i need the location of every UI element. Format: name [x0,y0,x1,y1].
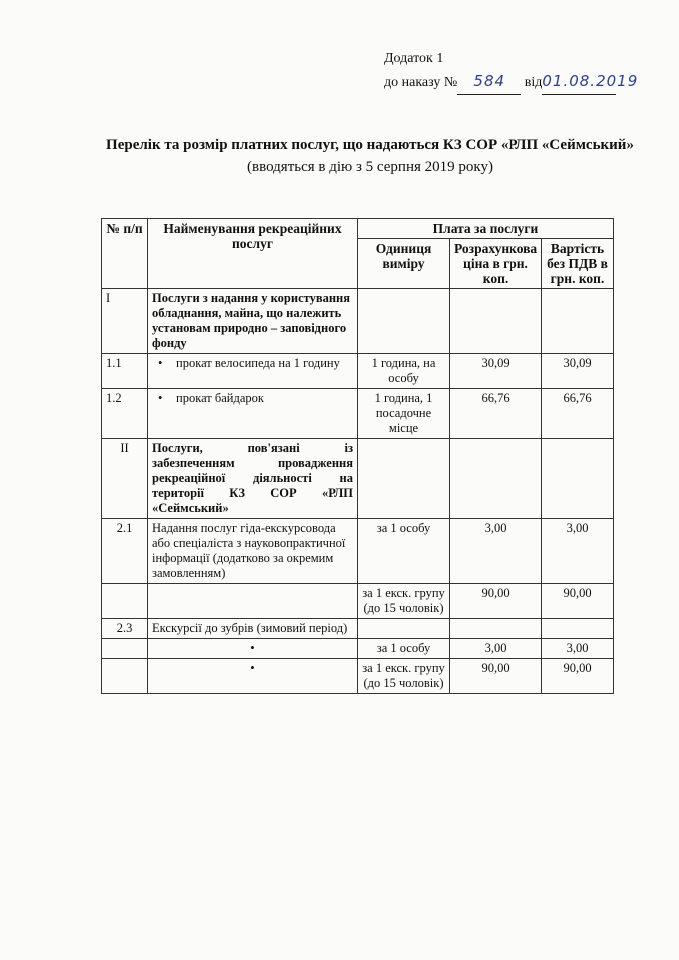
table-row [102,289,614,354]
cell-price: 3,00 [450,519,542,584]
cell-name: Екскурсії до зубрів (зимовий період) [148,619,358,639]
appendix-block [384,48,639,95]
header-payment: Плата за послуги [358,219,614,239]
order-number-field [457,70,521,95]
cell-cost: 90,00 [542,659,614,694]
cell-num: 1.1 [102,354,148,389]
services-table [101,218,614,694]
cell-num: I [102,289,148,354]
table-row [102,584,614,619]
cell-price [450,439,542,519]
cell-unit: за 1 особу [358,519,450,584]
cell-unit [358,619,450,639]
order-date: 01.08.2019 [542,72,639,90]
cell-num: 1.2 [102,389,148,439]
cell-cost: 3,00 [542,639,614,659]
order-reference [384,70,639,95]
cell-price: 66,76 [450,389,542,439]
cell-price: 3,00 [450,639,542,659]
header-unit: Одиниця виміру [358,239,450,289]
cell-num [102,639,148,659]
cell-cost: 66,76 [542,389,614,439]
date-prefix: від [524,75,543,90]
cell-num [102,584,148,619]
cell-unit: 1 година, на особу [358,354,450,389]
header-cost-no-vat: Вартість без ПДВ в грн. коп. [542,239,614,289]
cell-cost [542,289,614,354]
cell-name [148,389,358,439]
cell-name: Послуги, пов'язані із забезпеченням провадження рекреаційної діяльності на території КЗ СОР «РЛП «Сеймський» [148,439,358,519]
cell-price: 90,00 [450,659,542,694]
cell-name [148,354,358,389]
cell-name: Надання послуг гіда-екскурсовода або спеціаліста з науковопрактичної інформації (додатково за окремим замовленням) [148,519,358,584]
table-row [102,389,614,439]
bullet-icon: • [148,639,358,659]
cell-price: 30,09 [450,354,542,389]
cell-num: II [102,439,148,519]
cell-name [148,584,358,619]
cell-unit: 1 година, 1 посадочне місце [358,389,450,439]
cell-num [102,659,148,694]
order-number: 584 [473,72,506,90]
cell-price [450,619,542,639]
header-row [102,219,614,239]
cell-unit: за 1 особу [358,639,450,659]
bullet-item: • прокат байдарок [152,391,264,405]
order-prefix: до наказу № [384,75,458,90]
bullet-item: • прокат велосипеда на 1 годину [152,356,340,370]
cell-cost: 90,00 [542,584,614,619]
title-main: Перелік та розмір платних послуг, що надаються КЗ СОР «РЛП «Сеймський» [106,137,634,153]
table-row [102,354,614,389]
table-row [102,659,614,694]
document-title [100,134,640,178]
bullet-icon: • [148,659,358,694]
cell-unit [358,439,450,519]
order-date-field [542,70,639,95]
header-calc-price: Розрахункова ціна в грн. коп. [450,239,542,289]
cell-price [450,289,542,354]
cell-cost: 3,00 [542,519,614,584]
table-row [102,639,614,659]
cell-name: Послуги з надання у користування обладнання, майна, що належить установам природно – заповідного фонду [148,289,358,354]
cell-cost [542,619,614,639]
cell-unit: за 1 екск. групу (до 15 чоловік) [358,584,450,619]
table-row [102,439,614,519]
cell-unit: за 1 екск. групу (до 15 чоловік) [358,659,450,694]
appendix-label: Додаток 1 [384,51,444,66]
cell-cost: 30,09 [542,354,614,389]
header-name: Найменування рекреаційних послуг [148,219,358,289]
cell-cost [542,439,614,519]
table-row [102,619,614,639]
cell-price: 90,00 [450,584,542,619]
header-num: № п/п [102,219,148,289]
table-row [102,519,614,584]
cell-num: 2.1 [102,519,148,584]
cell-unit [358,289,450,354]
title-sub: (вводяться в дію з 5 серпня 2019 року) [247,159,493,175]
cell-num: 2.3 [102,619,148,639]
